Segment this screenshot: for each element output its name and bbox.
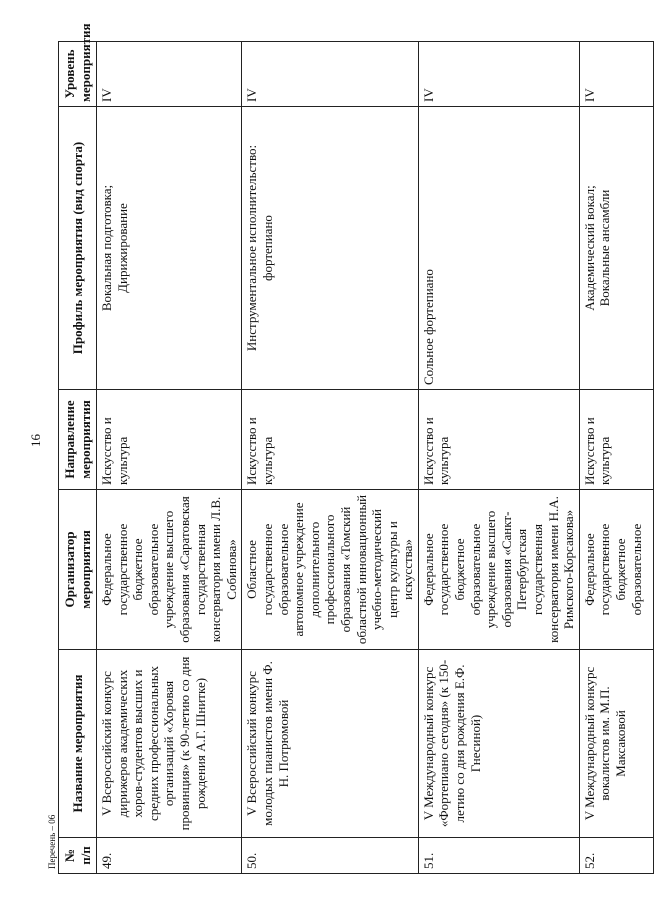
cell-profile: Сольное фортепиано <box>418 107 579 390</box>
cell-level: IV <box>97 42 242 107</box>
cell-level: IV <box>579 42 653 107</box>
cell-direction: Искусство и культура <box>418 390 579 490</box>
header-profile: Профиль мероприятия (вид спорта) <box>59 107 97 390</box>
cell-num: 51. <box>418 838 579 874</box>
rotated-table-container <box>58 23 644 874</box>
table-row <box>242 42 419 874</box>
cell-name: V Международный конкурс «Фортепиано сегодня» (к 150-летию со дня рождения Е.Ф. Гнесиной) <box>418 650 579 838</box>
cell-organizer: Федеральное государственное бюджетное образовательное <box>579 490 653 650</box>
cell-direction: Искусство и культура <box>97 390 242 490</box>
cell-profile: Инструментальное исполнительство: фортепиано <box>242 107 419 390</box>
cell-num: 52. <box>579 838 653 874</box>
cell-organizer: Федеральное государственное бюджетное образовательное учреждение высшего образования «Саратовская государственная консерватория имени Л.В. Собинова» <box>97 490 242 650</box>
cell-organizer: Областное государственное образовательное автономное учреждение дополнительного профессионального образования «Томский областной инновационный учебно-методический центр культуры и искусства» <box>242 490 419 650</box>
cell-level: IV <box>242 42 419 107</box>
cell-profile: Вокальная подготовка; Дирижирование <box>97 107 242 390</box>
table-header-row <box>59 42 97 874</box>
cell-num: 50. <box>242 838 419 874</box>
cell-organizer: Федеральное государственное бюджетное образовательное учреждение высшего образования «Санкт-Петербургская государственная консерватория имени Н.А. Римского-Корсакова» <box>418 490 579 650</box>
cell-name: V Всероссийский конкурс дирижеров академических хоров-студентов высших и средних профессиональных организаций «Хоровая провинция» (к 90-летию со дня рождения А.Г. Шнитке) <box>97 650 242 838</box>
cell-profile: Академический вокал; Вокальные ансамбли <box>579 107 653 390</box>
header-organizer: Организатор мероприятия <box>59 490 97 650</box>
header-name: Название мероприятия <box>59 650 97 838</box>
cell-name: V Всероссийский конкурс молодых пианистов имени Ф. Н. Потрюмовой <box>242 650 419 838</box>
events-table <box>58 23 654 874</box>
table-row <box>97 42 242 874</box>
cell-num: 49. <box>97 838 242 874</box>
cell-level: IV <box>418 42 579 107</box>
footer-note: Перечень – 06 <box>47 814 57 869</box>
table-row <box>579 42 653 874</box>
cell-direction: Искусство и культура <box>242 390 419 490</box>
header-num: № п/п <box>59 838 97 874</box>
cell-direction: Искусство и культура <box>579 390 653 490</box>
table-row <box>418 42 579 874</box>
header-level: Уровень мероприятия <box>59 42 97 107</box>
header-direction: Направление мероприятия <box>59 390 97 490</box>
cell-name: V Международный конкурс вокалистов им. М.П. Максаковой <box>579 650 653 838</box>
page-number: 16 <box>28 434 43 447</box>
